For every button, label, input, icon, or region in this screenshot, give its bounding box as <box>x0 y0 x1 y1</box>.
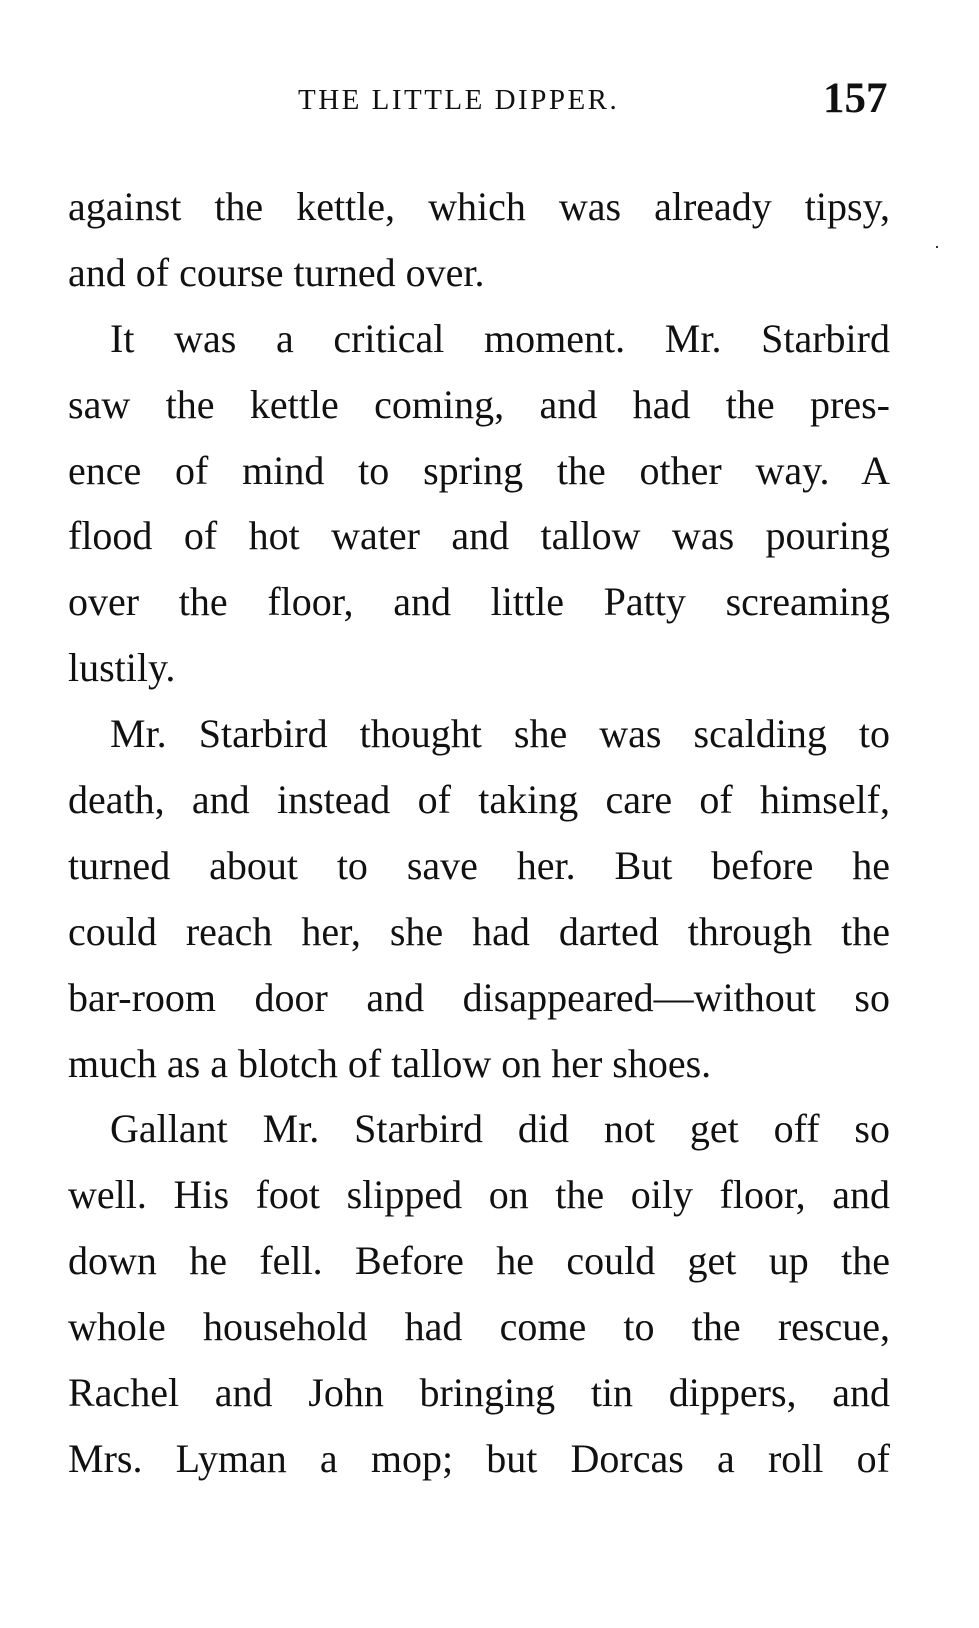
text-line: death, and instead of taking care of himself, <box>68 777 890 823</box>
text-line: saw the kettle coming, and had the pres- <box>68 381 890 427</box>
text-line: much as a blotch of tallow on her shoes. <box>68 1040 712 1086</box>
text-line: and of course turned over. <box>68 249 485 295</box>
text-line: whole household had come to the rescue, <box>68 1304 890 1350</box>
paragraph <box>68 701 890 1096</box>
text-line: well. His foot slipped on the oily floor, and <box>68 1172 890 1218</box>
text-line: could reach her, she had darted through the <box>68 908 890 954</box>
running-header <box>0 75 979 128</box>
text-line: It was a critical moment. Mr. Starbird <box>110 315 890 361</box>
paragraph <box>68 306 890 701</box>
text-line: Mrs. Lyman a mop; but Dorcas a roll of <box>68 1435 890 1481</box>
text-line: against the kettle, which was already tipsy, <box>68 184 890 229</box>
text-line: over the floor, and little Patty screaming <box>68 579 890 625</box>
text-line: down he fell. Before he could get up the <box>68 1238 890 1284</box>
paragraph <box>68 174 890 306</box>
text-line: lustily. <box>68 645 176 691</box>
text-line: turned about to save her. But before he <box>68 842 890 888</box>
text-line: Rachel and John bringing tin dippers, and <box>68 1370 890 1416</box>
text-line: bar-room door and disappeared—without so <box>68 974 890 1020</box>
text-line: Mr. Starbird thought she was scalding to <box>110 711 890 757</box>
text-line: Gallant Mr. Starbird did not get off so <box>110 1106 890 1152</box>
text-line: ence of mind to spring the other way. A <box>68 447 890 493</box>
running-title: THE LITTLE DIPPER. <box>298 84 620 116</box>
body-text <box>68 174 890 1492</box>
scan-speck <box>936 246 938 248</box>
page-number: 157 <box>823 75 888 122</box>
paragraph <box>68 1096 890 1491</box>
text-line: flood of hot water and tallow was pouring <box>68 513 890 559</box>
